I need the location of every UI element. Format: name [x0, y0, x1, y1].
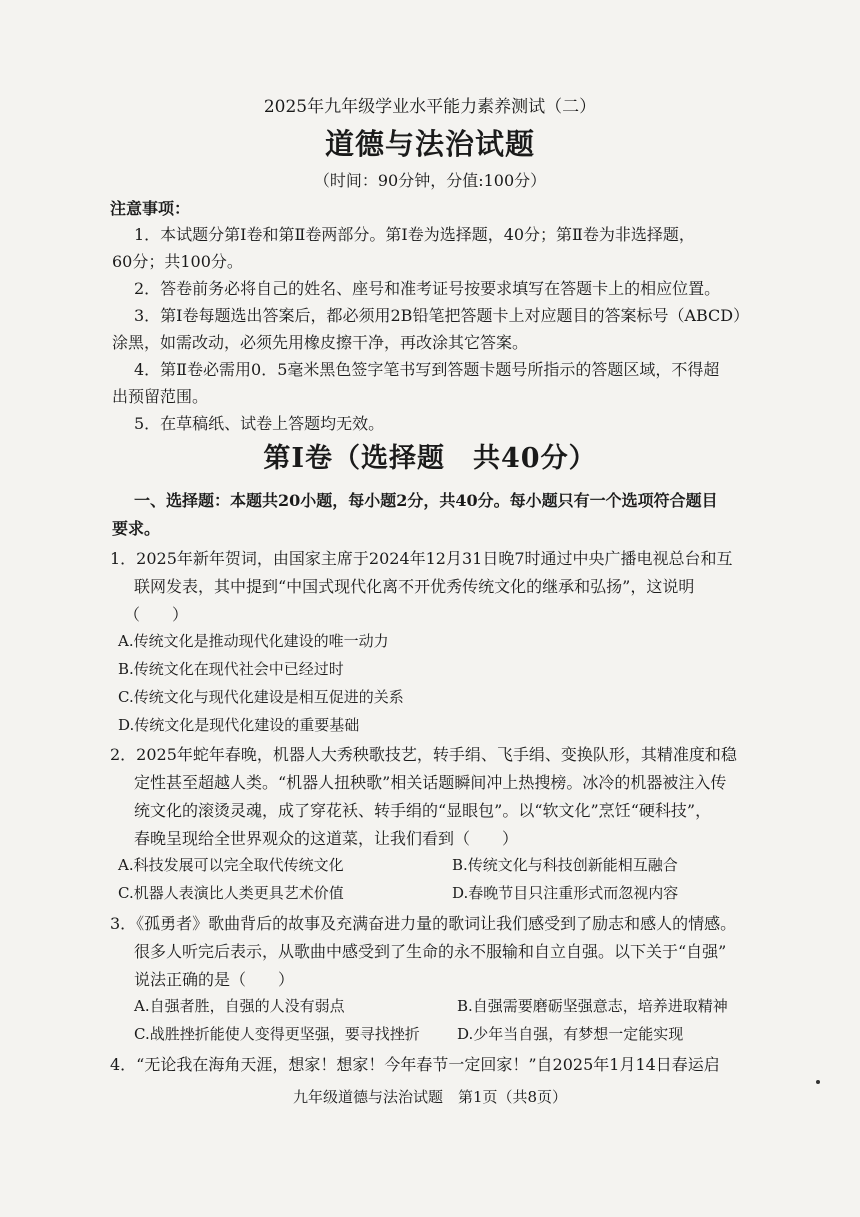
option-d: D.春晚节目只注重形式而忽视内容 [452, 884, 679, 902]
note-line: 2．答卷前务必将自己的姓名、座号和准考证号按要求填写在答题卡上的相应位置。 [134, 279, 721, 298]
option-c: C.战胜挫折能使人变得更坚强，要寻找挫折 [134, 1025, 420, 1043]
scan-speck [816, 1080, 820, 1084]
option-b: B.传统文化与科技创新能相互融合 [452, 856, 678, 874]
section-title: 第Ⅰ卷（选择题 共40分） [263, 443, 597, 474]
page-footer: 九年级道德与法治试题 第1页（共8页） [292, 1088, 568, 1106]
question-stem-line: 说法正确的是（ ） [134, 970, 295, 989]
note-line: 涂黑，如需改动，必须先用橡皮擦干净，再改涂其它答案。 [112, 333, 529, 352]
notes-heading: 注意事项： [110, 199, 191, 218]
note-line: 5．在草稿纸、试卷上答题均无效。 [134, 414, 385, 433]
question-stem-line: 2．2025年蛇年春晚，机器人大秀秧歌技艺，转手绢、飞手绢、变换队形，其精准度和稳 [110, 745, 737, 764]
option-c: C.传统文化与现代化建设是相互促进的关系 [118, 688, 404, 706]
question-stem-line: 4．“无论我在海角天涯，想家！想家！今年春节一定回家！”自2025年1月14日春运启 [110, 1055, 720, 1074]
option-a: A.自强者胜，自强的人没有弱点 [134, 997, 345, 1015]
note-line: 4．第Ⅱ卷必需用0．5毫米黑色签字笔书写到答题卡题号所指示的答题区域，不得超 [134, 360, 720, 379]
exam-subtitle: 2025年九年级学业水平能力素养测试（二） [263, 97, 597, 117]
note-line: 1．本试题分第Ⅰ卷和第Ⅱ卷两部分。第Ⅰ卷为选择题，40分；第Ⅱ卷为非选择题， [134, 225, 695, 244]
question-stem-line: 春晚呈现给全世界观众的这道菜，让我们看到（ ） [134, 829, 519, 848]
question-stem-line: 联网发表，其中提到“中国式现代化离不开优秀传统文化的继承和弘扬”，这说明 [134, 577, 695, 596]
question-stem-line: 1．2025年新年贺词，由国家主席于2024年12月31日晚7时通过中央广播电视总台和互 [110, 549, 733, 568]
section-instruction: 一、选择题：本题共20小题，每小题2分，共40分。每小题只有一个选项符合题目 [134, 491, 718, 510]
note-line: 出预留范围。 [112, 387, 209, 406]
question-stem-line: 定性甚至超越人类。“机器人扭秧歌”相关话题瞬间冲上热搜榜。冰冷的机器被注入传 [134, 773, 727, 792]
question-stem-line: 统文化的滚烫灵魂，成了穿花袄、转手绢的“显眼包”。以“软文化”烹饪“硬科技”， [134, 801, 712, 820]
option-d: D.少年当自强，有梦想一定能实现 [457, 1025, 684, 1043]
answer-blank: （ ） [124, 605, 189, 624]
exam-title: 道德与法治试题 [324, 127, 535, 161]
question-stem-line: 很多人听完后表示，从歌曲中感受到了生命的永不服输和自立自强。以下关于“自强” [134, 942, 727, 961]
option-b: B.自强需要磨砺坚强意志，培养进取精神 [457, 997, 728, 1015]
option-a: A.传统文化是推动现代化建设的唯一动力 [118, 632, 389, 650]
section-instruction: 要求。 [112, 519, 161, 538]
exam-time-info: （时间：90分钟，分值:100分） [313, 171, 547, 190]
option-b: B.传统文化在现代社会中已经过时 [118, 660, 344, 678]
note-line: 60分；共100分。 [112, 252, 243, 271]
note-line: 3．第Ⅰ卷每题选出答案后，都必须用2B铅笔把答题卡上对应题目的答案标号（ABCD） [134, 306, 750, 325]
option-d: D.传统文化是现代化建设的重要基础 [118, 716, 360, 734]
option-c: C.机器人表演比人类更具艺术价值 [118, 884, 344, 902]
question-stem-line: 3．《孤勇者》歌曲背后的故事及充满奋进力量的歌词让我们感受到了励志和感人的情感。 [110, 914, 737, 933]
option-a: A.科技发展可以完全取代传统文化 [118, 856, 344, 874]
